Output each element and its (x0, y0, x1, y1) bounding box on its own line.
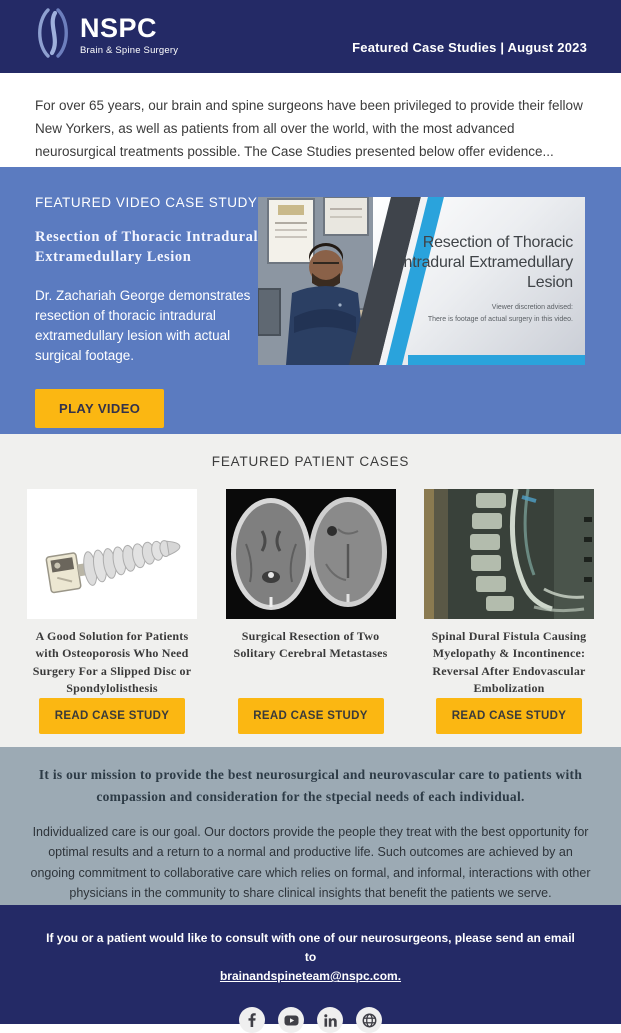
logo-name: NSPC (80, 13, 158, 43)
case-card-osteoporosis (27, 489, 197, 760)
read-case-study-button-2[interactable]: READ CASE STUDY (238, 698, 384, 734)
youtube-icon[interactable] (278, 1007, 304, 1033)
mission-section (0, 747, 621, 905)
case-title: Surgical Resection of Two Solitary Cerebral Metastases (233, 629, 388, 661)
logo-tagline: Brain & Spine Surgery (80, 45, 179, 56)
header (0, 0, 621, 73)
case-button-wrap (238, 698, 384, 760)
edition-title: Featured Case Studies | August 2023 (352, 40, 587, 55)
spinal-screw-implant-image[interactable] (27, 489, 197, 619)
mission-body: Individualized care is our goal. Our doctors provide the people they treat with the best opportunity for optimal results and a return to a normal and productive life. Such outcomes are achieved by an ongoing commitment to collaborative care which relies on formal, and informal, interactions with other physicians in the community to share clinical insights that benefit the patients we serve. (30, 825, 591, 900)
intro-text: For over 65 years, our brain and spine surgeons have been privileged to provide their fellow New Yorkers, as well as patients from all over the world, with the most advanced neurosurgical treatments possible. The Case Studies presented below offer evidence... (35, 98, 583, 160)
spine-logo-icon (34, 7, 74, 64)
footer-email-link[interactable]: brainandspineteam@nspc.com. (219, 969, 402, 984)
video-thumbnail[interactable] (258, 197, 585, 365)
cases-grid (27, 489, 594, 760)
case-button-wrap (436, 698, 582, 760)
case-title: Spinal Dural Fistula Causing Myelopathy & Incontinence: Reversal After Endovascular Embolization (431, 629, 587, 696)
social-icons-row (40, 1007, 581, 1033)
case-button-wrap (39, 698, 185, 760)
mission-heading: It is our mission to provide the best neurosurgical and neurovascular care to patients with compassion and consideration for the stpecial needs of each individual. (38, 767, 583, 804)
slide-bottom-band (408, 355, 585, 365)
footer (0, 905, 621, 1024)
cases-heading: FEATURED PATIENT CASES (211, 454, 410, 469)
read-case-study-button-1[interactable]: READ CASE STUDY (39, 698, 185, 734)
case-title: A Good Solution for Patients with Osteoporosis Who Need Surgery For a Slipped Disc or Spondylolisthesis (32, 629, 192, 696)
footer-cta-text: If you or a patient would like to consult with one of our neurosurgeons, please send an email to (46, 931, 575, 965)
brain-mri-image[interactable] (226, 489, 396, 619)
website-globe-icon[interactable] (356, 1007, 382, 1033)
video-kicker: FEATURED VIDEO CASE STUDY (35, 195, 258, 210)
featured-video-section (0, 167, 621, 434)
linkedin-icon[interactable] (317, 1007, 343, 1033)
play-video-button[interactable]: PLAY VIDEO (35, 389, 164, 428)
patient-cases-section (0, 434, 621, 747)
nspc-logo (34, 7, 178, 64)
facebook-icon[interactable] (239, 1007, 265, 1033)
logo-text (80, 15, 178, 56)
read-case-study-button-3[interactable]: READ CASE STUDY (436, 698, 582, 734)
slide-disclaimer (368, 302, 573, 326)
video-title: Resection of Thoracic Intradural Extramedullary Lesion (35, 229, 259, 266)
slide-title: Resection of Thoracic Intradural Extramedullary Lesion (399, 234, 573, 291)
case-card-metastases (226, 489, 396, 760)
slide-text (368, 233, 573, 326)
video-description: Dr. Zachariah George demonstrates resection of thoracic intradural extramedullary lesion with actual surgical footage. (35, 287, 251, 364)
disclaimer-line-2: There is footage of actual surgery in this video. (427, 315, 573, 323)
disclaimer-line-1: Viewer discretion advised: (491, 304, 573, 311)
intro-section (0, 73, 621, 167)
case-card-fistula (424, 489, 594, 760)
spine-mri-image[interactable] (424, 489, 594, 619)
